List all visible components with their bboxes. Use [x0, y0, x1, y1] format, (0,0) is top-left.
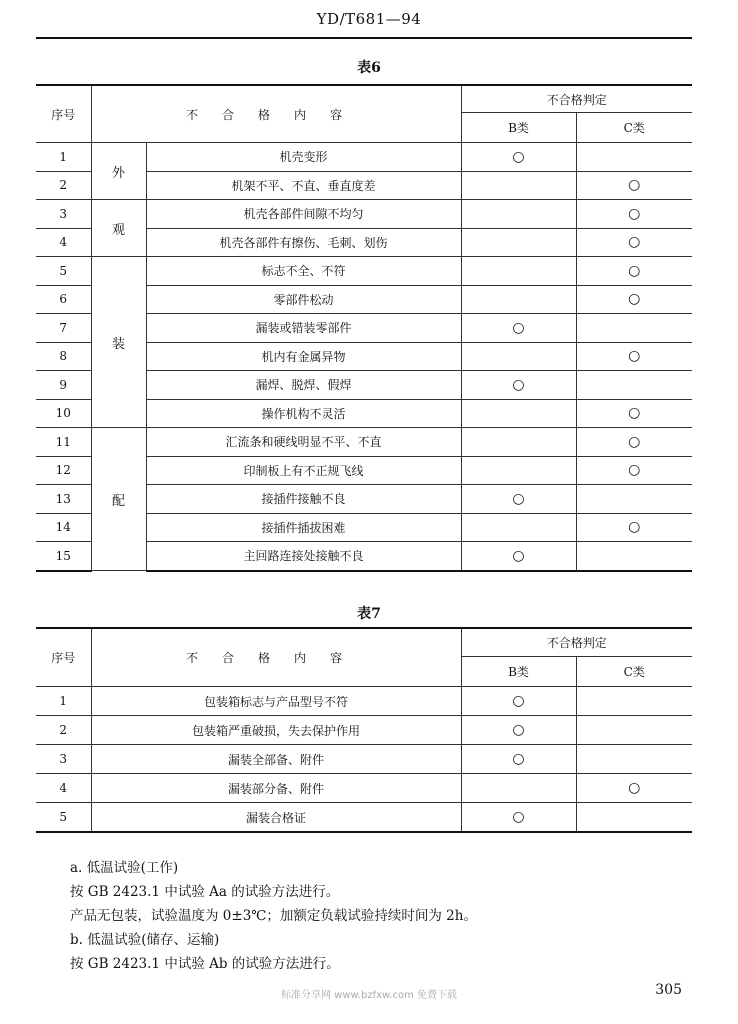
table6-header-c: C类 — [576, 113, 692, 143]
b-mark — [461, 456, 576, 485]
table6-caption: 表6 — [357, 60, 381, 76]
group-label: 装 — [91, 257, 146, 428]
b-mark: ○ — [461, 745, 576, 774]
header-rule — [36, 37, 692, 39]
c-mark: ○ — [576, 428, 692, 457]
c-mark — [576, 716, 692, 745]
c-mark — [576, 542, 692, 571]
row-number: 9 — [36, 371, 91, 400]
table-row — [36, 257, 692, 286]
b-mark: ○ — [461, 143, 576, 172]
c-mark — [576, 687, 692, 716]
b-mark — [461, 774, 576, 803]
c-mark — [576, 371, 692, 400]
b-mark: ○ — [461, 371, 576, 400]
c-mark: ○ — [576, 342, 692, 371]
b-mark — [461, 428, 576, 457]
group-label: 观 — [91, 200, 146, 257]
b-mark — [461, 257, 576, 286]
row-content: 漏装部分备、附件 — [91, 774, 461, 803]
table-row — [36, 687, 692, 716]
row-content: 漏装或错装零部件 — [146, 314, 461, 343]
row-number: 13 — [36, 485, 91, 514]
c-mark: ○ — [576, 774, 692, 803]
c-mark: ○ — [576, 228, 692, 257]
row-content: 机壳各部件间隙不均匀 — [146, 200, 461, 229]
table7-caption: 表7 — [357, 606, 381, 622]
row-content: 接插件插拔困难 — [146, 513, 461, 542]
c-mark — [576, 745, 692, 774]
c-mark: ○ — [576, 285, 692, 314]
table-row — [36, 428, 692, 457]
row-number: 2 — [36, 716, 91, 745]
row-content: 漏装全部备、附件 — [91, 745, 461, 774]
body-line: 按 GB 2423.1 中试验 Aa 的试验方法进行。 — [70, 884, 340, 900]
c-mark: ○ — [576, 171, 692, 200]
body-line: a. 低温试验(工作) — [70, 860, 179, 876]
body-text — [70, 856, 690, 976]
body-line: 按 GB 2423.1 中试验 Ab 的试验方法进行。 — [70, 956, 340, 972]
row-number: 5 — [36, 257, 91, 286]
row-content: 主回路连接处接触不良 — [146, 542, 461, 571]
row-content: 机内有金属异物 — [146, 342, 461, 371]
row-content: 汇流条和硬线明显不平、不直 — [146, 428, 461, 457]
table6-header-seq: 序号 — [36, 85, 91, 143]
row-content: 包装箱标志与产品型号不符 — [91, 687, 461, 716]
row-content: 漏焊、脱焊、假焊 — [146, 371, 461, 400]
c-mark — [576, 143, 692, 172]
row-content: 接插件接触不良 — [146, 485, 461, 514]
b-mark: ○ — [461, 314, 576, 343]
row-content: 机壳变形 — [146, 143, 461, 172]
body-line: 产品无包装，试验温度为 0±3℃；加额定负载试验持续时间为 2h。 — [70, 908, 477, 924]
row-number: 15 — [36, 542, 91, 571]
b-mark: ○ — [461, 716, 576, 745]
table6-header-b: B类 — [461, 113, 576, 143]
table7-header-c: C类 — [576, 657, 692, 687]
row-number: 4 — [36, 774, 91, 803]
table7-header-judgment: 不合格判定 — [461, 628, 692, 657]
b-mark — [461, 171, 576, 200]
table7-header-b: B类 — [461, 657, 576, 687]
c-mark — [576, 803, 692, 833]
row-content: 零部件松动 — [146, 285, 461, 314]
c-mark: ○ — [576, 257, 692, 286]
table7-header-content: 不合格内容 — [91, 628, 461, 687]
table-row — [36, 716, 692, 745]
row-number: 12 — [36, 456, 91, 485]
row-number: 1 — [36, 143, 91, 172]
b-mark: ○ — [461, 542, 576, 571]
c-mark: ○ — [576, 200, 692, 229]
c-mark — [576, 314, 692, 343]
b-mark — [461, 228, 576, 257]
row-content: 机壳各部件有擦伤、毛刺、划伤 — [146, 228, 461, 257]
table7-header-seq: 序号 — [36, 628, 91, 687]
b-mark — [461, 399, 576, 428]
table6 — [36, 84, 692, 572]
row-number: 3 — [36, 745, 91, 774]
c-mark: ○ — [576, 513, 692, 542]
table-row — [36, 774, 692, 803]
row-content: 印制板上有不正规飞线 — [146, 456, 461, 485]
b-mark — [461, 285, 576, 314]
b-mark: ○ — [461, 485, 576, 514]
table-row — [36, 143, 692, 172]
b-mark — [461, 200, 576, 229]
table6-header-judgment: 不合格判定 — [461, 85, 692, 113]
row-number: 1 — [36, 687, 91, 716]
row-content: 标志不全、不符 — [146, 257, 461, 286]
row-number: 3 — [36, 200, 91, 229]
row-number: 6 — [36, 285, 91, 314]
page-header: YD/T681—94 — [316, 10, 422, 28]
row-number: 11 — [36, 428, 91, 457]
table-row — [36, 745, 692, 774]
table6-header-content: 不合格内容 — [91, 85, 461, 143]
c-mark — [576, 485, 692, 514]
row-content: 漏装合格证 — [91, 803, 461, 833]
row-content: 包装箱严重破损，失去保护作用 — [91, 716, 461, 745]
watermark: 标准分享网 www.bzfxw.com 免费下载 — [281, 990, 457, 1001]
row-number: 4 — [36, 228, 91, 257]
page-number: 305 — [655, 982, 682, 998]
c-mark: ○ — [576, 456, 692, 485]
row-number: 2 — [36, 171, 91, 200]
row-number: 8 — [36, 342, 91, 371]
b-mark — [461, 513, 576, 542]
row-number: 14 — [36, 513, 91, 542]
row-content: 操作机构不灵活 — [146, 399, 461, 428]
b-mark — [461, 342, 576, 371]
row-content: 机架不平、不直、垂直度差 — [146, 171, 461, 200]
body-line: b. 低温试验(储存、运输) — [70, 932, 220, 948]
row-number: 7 — [36, 314, 91, 343]
row-number: 5 — [36, 803, 91, 833]
table-row — [36, 803, 692, 833]
table-row — [36, 200, 692, 229]
c-mark: ○ — [576, 399, 692, 428]
group-label: 外 — [91, 143, 146, 200]
group-label: 配 — [91, 428, 146, 571]
table7 — [36, 627, 692, 833]
row-number: 10 — [36, 399, 91, 428]
b-mark: ○ — [461, 687, 576, 716]
b-mark: ○ — [461, 803, 576, 833]
